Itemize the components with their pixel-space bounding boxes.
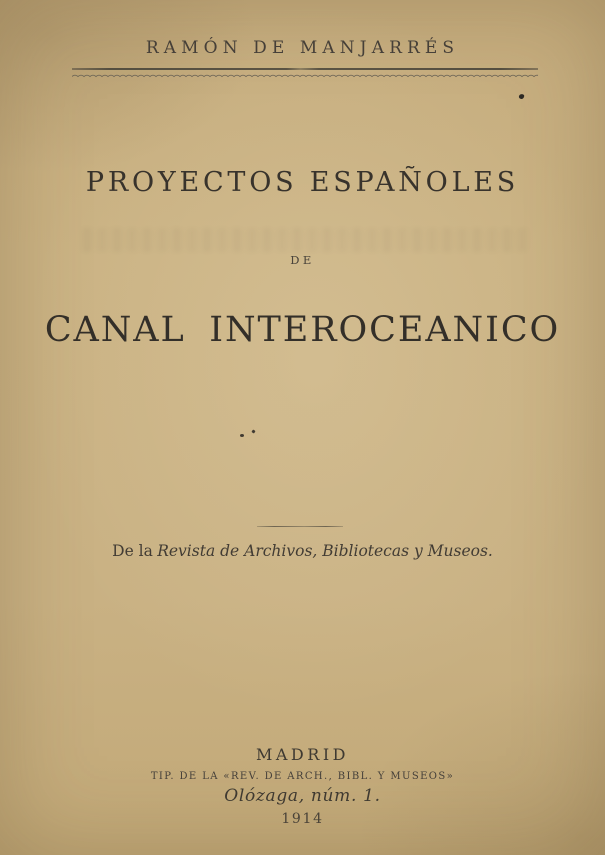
imprint-block (0, 745, 605, 827)
title-connector-de: DE (290, 253, 315, 267)
imprint-printer: TIP. DE LA «REV. DE ARCH., BIBL. Y MUSEOS» (150, 771, 455, 782)
imprint-city: MADRID (255, 745, 350, 764)
source-note-journal-title: Revista de Archivos, Bibliotecas y Museos. (157, 542, 493, 560)
ink-spot (518, 93, 524, 99)
short-divider-rule (257, 526, 343, 527)
rule-wavy-line (72, 73, 538, 79)
page-bleed-through (80, 228, 530, 252)
double-rule (72, 67, 538, 79)
imprint-address: Olózaga, núm. 1. (224, 786, 381, 806)
source-note (0, 542, 605, 560)
ink-speck (240, 434, 244, 437)
rule-solid-line (72, 68, 538, 70)
author-name: RAMÓN DE MANJARRÉS (145, 38, 460, 58)
ink-speck (251, 429, 255, 433)
title-line-2: CANAL INTEROCEANICO (44, 310, 561, 350)
imprint-year: 1914 (281, 811, 324, 827)
source-note-prefix: De la (112, 542, 153, 560)
title-line-1: PROYECTOS ESPAÑOLES (85, 167, 520, 198)
